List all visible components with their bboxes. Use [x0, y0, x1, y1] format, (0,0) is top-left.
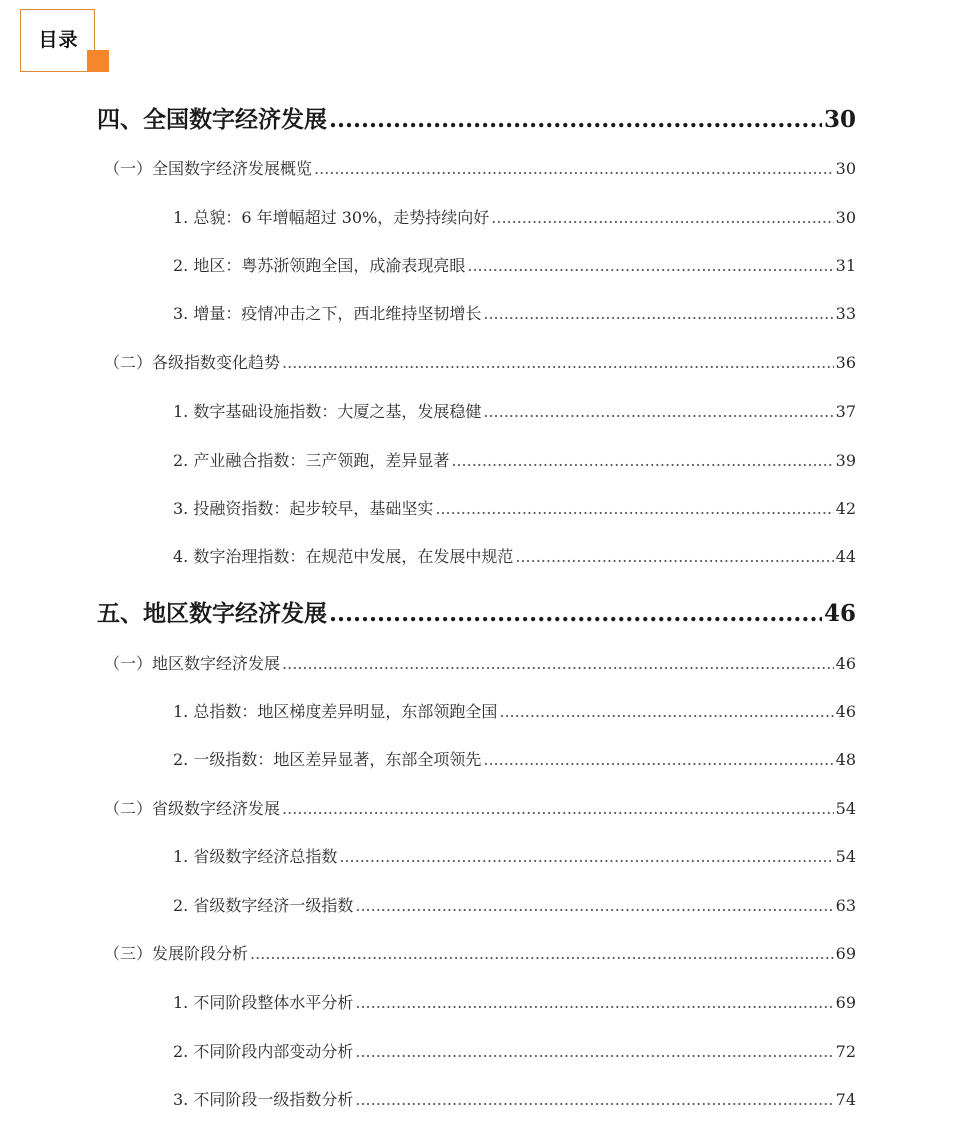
- toc-entry-page: 46: [835, 702, 856, 721]
- leader-dots: [435, 499, 833, 518]
- leader-dots: [282, 654, 834, 673]
- toc-entry-label: （二）省级数字经济发展: [104, 799, 281, 818]
- toc-entry-label: 四、全国数字经济发展: [97, 106, 327, 133]
- leader-dots: [499, 702, 833, 721]
- toc-entry-level3[interactable]: [173, 301, 856, 324]
- leader-dots: [282, 353, 834, 372]
- toc-entry-page: 33: [835, 304, 856, 323]
- toc-entry-page: 72: [835, 1042, 856, 1061]
- toc-entry-level3[interactable]: [173, 205, 856, 228]
- toc-entry-page: 54: [835, 799, 856, 818]
- leader-dots: [314, 159, 834, 178]
- toc-entry-level3[interactable]: [173, 399, 856, 422]
- toc-entry-level3[interactable]: [173, 699, 856, 722]
- toc-entry-page: 69: [835, 993, 856, 1012]
- toc-entry-page: 39: [835, 451, 856, 470]
- leader-dots: [483, 750, 833, 769]
- toc-entry-label: 2. 地区：粤苏浙领跑全国，成渝表现亮眼: [173, 256, 466, 275]
- leader-dots: [339, 847, 833, 866]
- leader-dots: [250, 944, 834, 963]
- toc-entry-page: 48: [835, 750, 856, 769]
- toc-entry-level3[interactable]: [173, 496, 856, 519]
- toc-entry-page: 30: [823, 106, 856, 133]
- toc-entry-page: 46: [823, 600, 856, 627]
- toc-entry-label: 1. 总貌：6 年增幅超过 30%，走势持续向好: [173, 208, 490, 227]
- toc-entry-label: 3. 不同阶段一级指数分析: [173, 1090, 354, 1109]
- toc-entry-label: 2. 不同阶段内部变动分析: [173, 1042, 354, 1061]
- leader-dots: [329, 106, 822, 133]
- toc-entry-level2[interactable]: [104, 796, 856, 819]
- toc-entry-label: 1. 省级数字经济总指数: [173, 847, 338, 866]
- toc-entry-label: （二）各级指数变化趋势: [104, 353, 281, 372]
- toc-entry-page: 74: [835, 1090, 856, 1109]
- badge-corner-accent: [87, 50, 109, 72]
- toc-entry-page: 31: [835, 256, 856, 275]
- toc-entry-label: 1. 数字基础设施指数：大厦之基，发展稳健: [173, 402, 482, 421]
- leader-dots: [329, 600, 822, 627]
- toc-entry-level2[interactable]: [104, 350, 856, 373]
- toc-entry-level3[interactable]: [173, 990, 856, 1013]
- toc-entry-page: 54: [835, 847, 856, 866]
- leader-dots: [515, 547, 833, 566]
- toc-entry-level1[interactable]: [97, 101, 856, 134]
- toc-entry-level3[interactable]: [173, 544, 856, 567]
- toc-entry-level2[interactable]: [104, 651, 856, 674]
- toc-entry-label: 4. 数字治理指数：在规范中发展，在发展中规范: [173, 547, 514, 566]
- toc-entry-page: 30: [835, 208, 856, 227]
- toc-entry-label: 五、地区数字经济发展: [97, 600, 327, 627]
- leader-dots: [282, 799, 834, 818]
- leader-dots: [355, 1042, 833, 1061]
- toc-entry-label: （一）地区数字经济发展: [104, 654, 281, 673]
- toc-entry-label: 2. 省级数字经济一级指数: [173, 896, 354, 915]
- leader-dots: [491, 208, 833, 227]
- toc-entry-level1[interactable]: [97, 595, 856, 628]
- toc-entry-level2[interactable]: [104, 156, 856, 179]
- toc-entry-page: 46: [835, 654, 856, 673]
- toc-entry-label: 1. 总指数：地区梯度差异明显，东部领跑全国: [173, 702, 498, 721]
- toc-entry-page: 36: [835, 353, 856, 372]
- toc-entry-label: （三）发展阶段分析: [104, 944, 249, 963]
- toc-entry-page: 42: [835, 499, 856, 518]
- toc-entry-level2[interactable]: [104, 941, 856, 964]
- toc-entry-level3[interactable]: [173, 747, 856, 770]
- toc-entry-level3[interactable]: [173, 1039, 856, 1062]
- toc-entry-level3[interactable]: [173, 448, 856, 471]
- toc-entry-label: （一）全国数字经济发展概览: [104, 159, 313, 178]
- toc-entry-level3[interactable]: [173, 844, 856, 867]
- leader-dots: [355, 1090, 833, 1109]
- toc-entry-level3[interactable]: [173, 893, 856, 916]
- leader-dots: [483, 402, 833, 421]
- toc-badge-label: 目录: [38, 29, 79, 51]
- toc-entry-page: 44: [835, 547, 856, 566]
- toc-entry-level3[interactable]: [173, 1087, 856, 1110]
- leader-dots: [483, 304, 833, 323]
- toc-entry-label: 2. 一级指数：地区差异显著，东部全项领先: [173, 750, 482, 769]
- toc-badge: [20, 9, 95, 72]
- toc-entry-label: 3. 增量：疫情冲击之下，西北维持坚韧增长: [173, 304, 482, 323]
- leader-dots: [355, 993, 833, 1012]
- toc-entry-page: 69: [835, 944, 856, 963]
- leader-dots: [467, 256, 833, 275]
- toc-entry-page: 37: [835, 402, 856, 421]
- toc-entry-label: 3. 投融资指数：起步较早，基础坚实: [173, 499, 434, 518]
- toc-entry-level3[interactable]: [173, 253, 856, 276]
- toc-entry-page: 30: [835, 159, 856, 178]
- leader-dots: [451, 451, 833, 470]
- toc-entry-page: 63: [835, 896, 856, 915]
- toc-entry-label: 1. 不同阶段整体水平分析: [173, 993, 354, 1012]
- leader-dots: [355, 896, 833, 915]
- toc-entry-label: 2. 产业融合指数：三产领跑，差异显著: [173, 451, 450, 470]
